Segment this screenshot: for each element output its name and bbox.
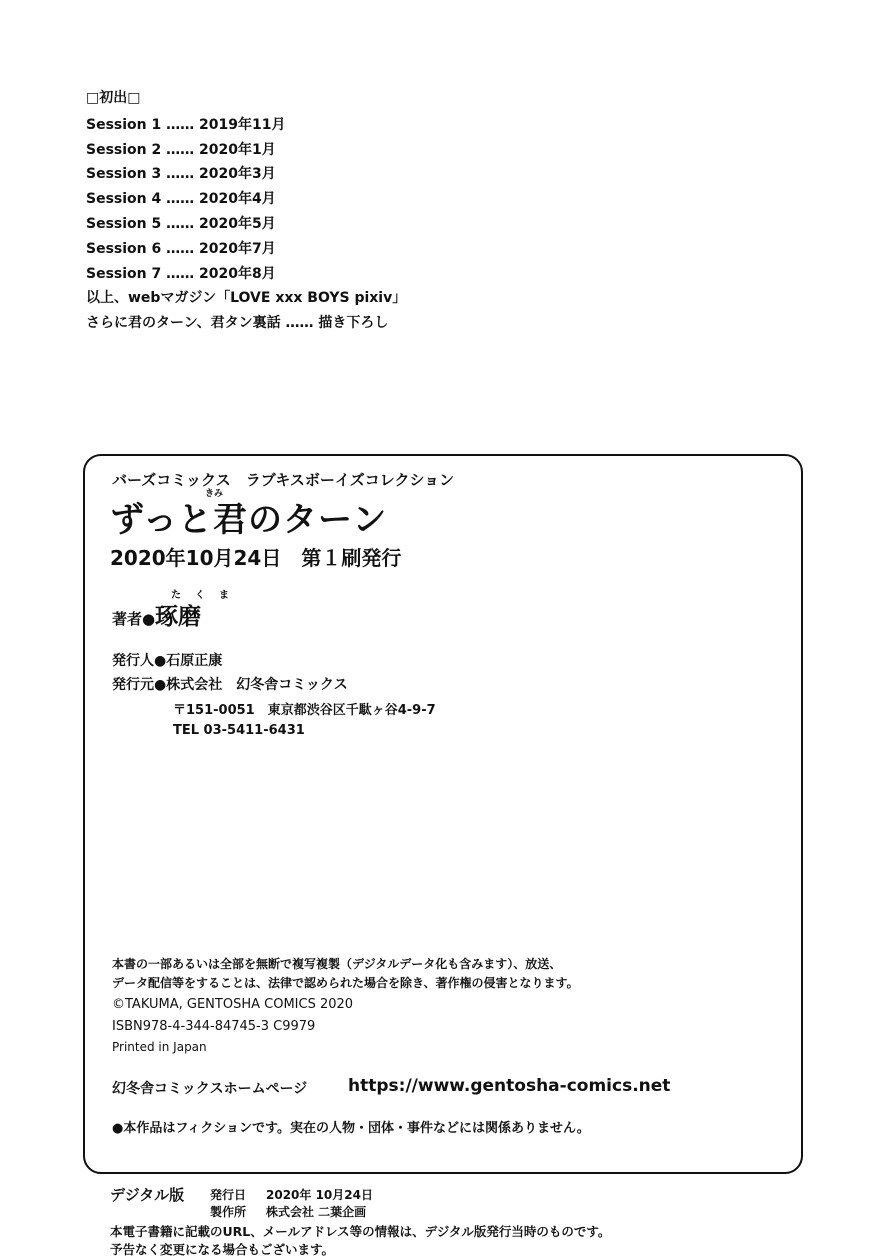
digital-maker: 株式会社 二葉企画 [266, 1205, 367, 1219]
publisher-address: 〒151-0051 東京都渋谷区千駄ヶ谷4-9-7 [173, 703, 436, 718]
legal-notice-line: データ配信等をすることは、法律で認められた場合を除き、著作権の侵害となります。 [112, 976, 579, 990]
publisher-tel: TEL 03-5411-6431 [173, 723, 305, 738]
series-name: バーズコミックス ラブキスボーイズコレクション [112, 471, 455, 489]
session-date: 2020年5月 [199, 215, 276, 232]
session-label: Session 3 [86, 166, 162, 183]
author-label: 著者● [112, 610, 156, 628]
title-ruby: きみ [205, 489, 224, 499]
isbn: ISBN978-4-344-84745-3 C9979 [112, 1019, 316, 1034]
session-label: Session 2 [86, 141, 162, 158]
digital-note-line: 本電子書籍に記載のURL、メールアドレス等の情報は、デジタル版発行当時のものです。 [110, 1224, 611, 1239]
session-sep: …… [166, 191, 195, 208]
session-date: 2020年4月 [199, 191, 276, 208]
session-sep: …… [166, 166, 195, 183]
session-row [86, 212, 406, 237]
digital-note-line: 予告なく変更になる場合もございます。 [110, 1242, 335, 1257]
author-row [112, 598, 201, 631]
legal-notice-line: 本書の一部あるいは全部を無断で複写複製（デジタルデータ化も含みます）、放送、 [112, 957, 562, 971]
publication-date: 2020年10月24日 第１刷発行 [110, 546, 402, 570]
homepage-url-link[interactable]: https://www.gentosha-comics.net [348, 1076, 671, 1096]
digital-pub-date: 2020年 10月24日 [266, 1188, 373, 1202]
colophon-box [83, 454, 803, 1174]
homepage-label: 幻冬舎コミックスホームページ [112, 1081, 308, 1097]
first-publication-list [86, 86, 406, 336]
session-row [86, 162, 406, 187]
session-date: 2020年3月 [199, 166, 276, 183]
session-label: Session 4 [86, 191, 162, 208]
publisher-person: 発行人●石原正康 [112, 653, 223, 669]
session-label: Session 7 [86, 265, 162, 282]
publisher-company: 発行元●株式会社 幻冬舎コミックス [112, 677, 348, 693]
session-label: Session 6 [86, 240, 162, 257]
session-date: 2020年1月 [199, 141, 276, 158]
session-date: 2019年11月 [199, 116, 286, 133]
book-title: ずっと君のターン [110, 500, 388, 540]
session-sep: …… [166, 265, 195, 282]
session-row [86, 237, 406, 262]
session-date: 2020年7月 [199, 240, 276, 257]
source-note: 以上、webマガジン「LOVE xxx BOYS pixiv」 [86, 290, 407, 307]
session-sep: …… [166, 116, 195, 133]
session-sep: …… [166, 240, 195, 257]
author-ruby: たくま [171, 590, 243, 601]
session-label: Session 5 [86, 215, 162, 232]
author-name: 琢磨 [155, 604, 202, 630]
session-row [86, 187, 406, 212]
session-label: Session 1 [86, 116, 162, 133]
digital-pub-date-label: 発行日 [210, 1188, 247, 1202]
extra-note: さらに君のターン、君タン裏話 …… 描き下ろし [86, 315, 389, 332]
session-date: 2020年8月 [199, 265, 276, 282]
digital-maker-label: 製作所 [210, 1205, 247, 1219]
session-row [86, 262, 406, 287]
printed-in: Printed in Japan [112, 1040, 207, 1054]
fiction-note: ●本作品はフィクションです。実在の人物・団体・事件などには関係ありません。 [112, 1121, 590, 1136]
first-publication-title: □初出□ [86, 90, 141, 106]
session-sep: …… [166, 141, 195, 158]
copyright: ©TAKUMA, GENTOSHA COMICS 2020 [112, 997, 354, 1012]
session-row [86, 113, 406, 138]
session-sep: …… [166, 215, 195, 232]
digital-edition-label: デジタル版 [110, 1186, 185, 1204]
session-row [86, 138, 406, 163]
